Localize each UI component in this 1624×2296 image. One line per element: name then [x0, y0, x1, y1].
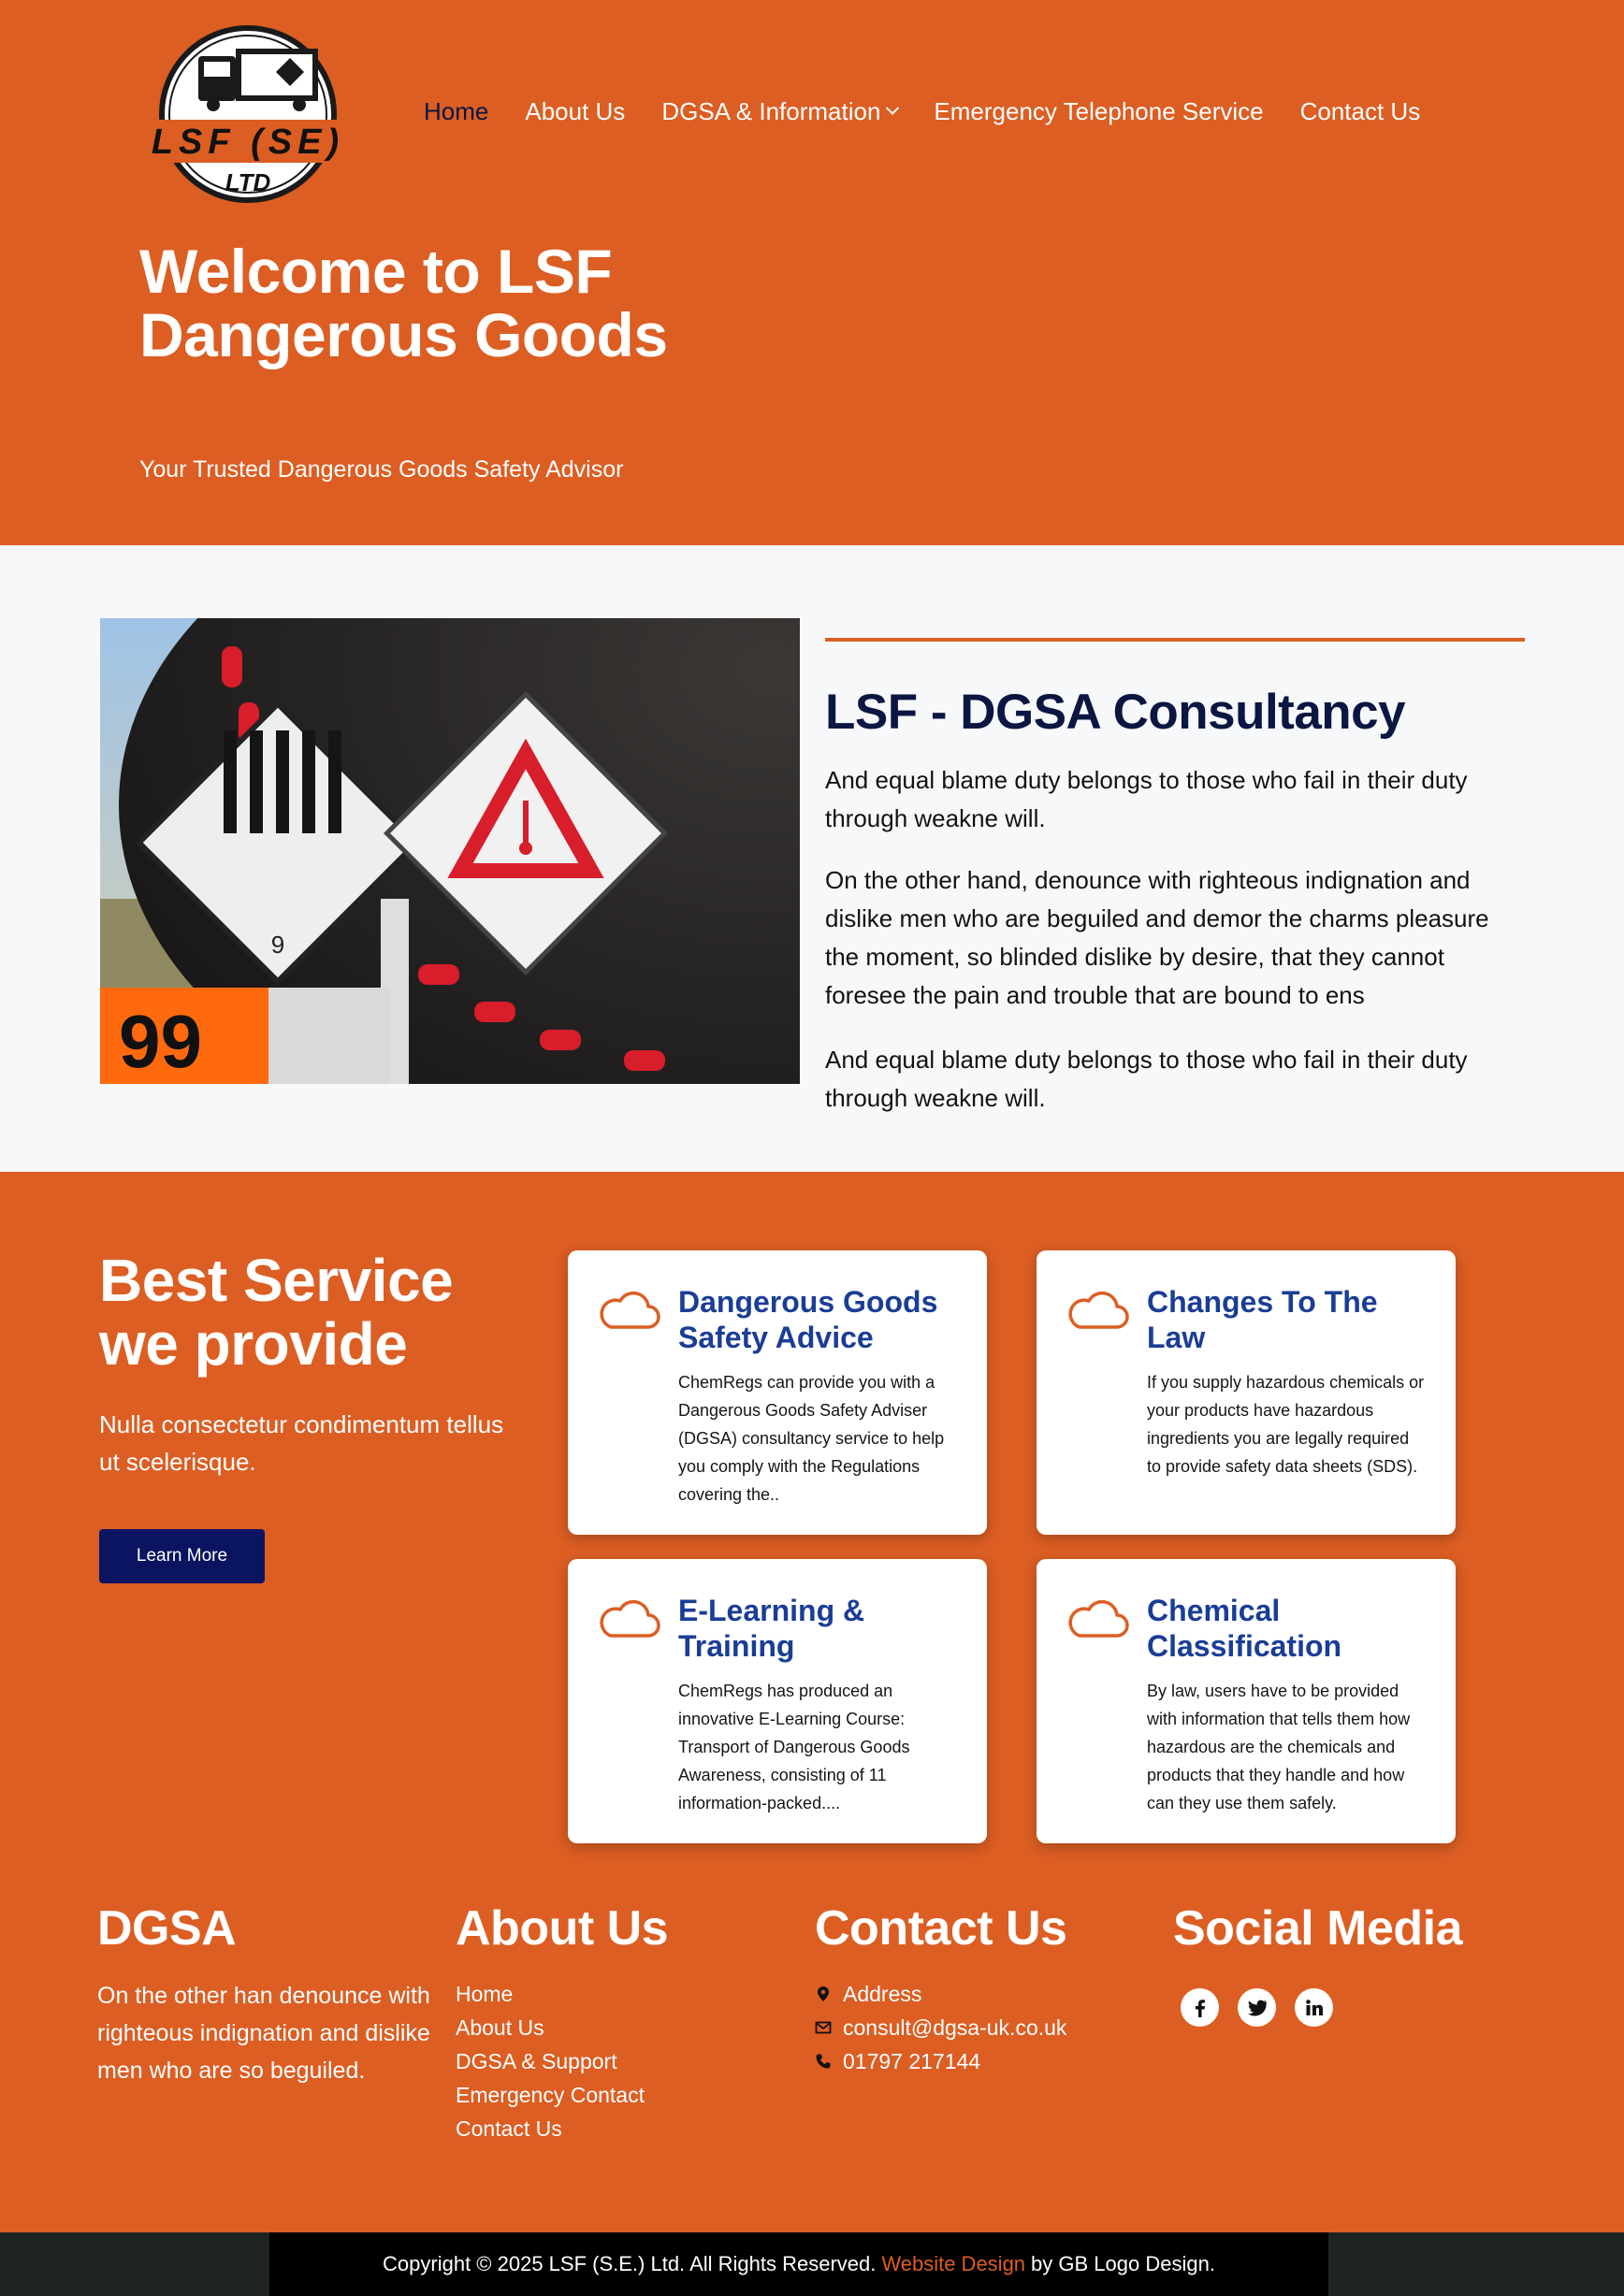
service-card-elearning[interactable]	[568, 1559, 987, 1843]
footer-contact-list	[815, 1977, 1066, 2078]
cloud-icon	[1066, 1596, 1130, 1641]
about-paragraph-2: On the other hand, denounce with righteous indignation and dislike men who are beguiled and demor the charms pleasure the moment, so blinded dislike by desire, that they cannot foresee the pain and trouble that are bound to ens	[825, 866, 1489, 1009]
footer-phone-text: 01797 217144	[843, 2049, 981, 2073]
copyright-inner	[269, 2232, 1328, 2296]
facebook-icon[interactable]	[1181, 1988, 1219, 2027]
main-nav	[424, 97, 1457, 126]
hero-subtitle: Your Trusted Dangerous Goods Safety Advisor	[139, 456, 624, 483]
service-card-title: Chemical Classification	[1147, 1594, 1342, 1663]
map-pin-icon	[815, 1986, 832, 2002]
service-card-text: ChemRegs can provide you with a Dangerous Goods Safety Adviser (DGSA) consultancy service to help you comply with the Regulations covering the..	[678, 1373, 945, 1504]
cloud-icon	[1066, 1288, 1130, 1333]
footer-link-about[interactable]: About Us	[456, 2015, 544, 2040]
footer-dgsa-heading: DGSA	[97, 1901, 237, 1956]
nav-home-label: Home	[424, 97, 489, 125]
placard-class-number: 9	[270, 931, 285, 959]
service-card-classification[interactable]	[1037, 1559, 1456, 1843]
learn-more-button[interactable]: Learn More	[99, 1529, 265, 1583]
service-card-text: By law, users have to be provided with information that tells them how hazardous are the chemicals and products that they handle and how can they use them safely.	[1147, 1682, 1411, 1812]
footer-link-contact[interactable]: Contact Us	[456, 2116, 562, 2141]
about-paragraph-1: And equal blame duty belongs to those who fail in their duty through weakne will.	[825, 766, 1468, 832]
about-section	[0, 545, 1624, 1172]
nav-home[interactable]	[424, 97, 488, 126]
footer-phone[interactable]	[815, 2044, 1066, 2078]
hazard-placards-image	[100, 618, 800, 1084]
service-card-title: Changes To The Law	[1147, 1285, 1378, 1354]
nav-dgsa-label: DGSA & Information	[661, 97, 881, 125]
about-paragraph-3: And equal blame duty belongs to those who fail in their duty through weakne will.	[825, 1046, 1468, 1112]
envelope-icon	[815, 2019, 832, 2036]
nav-emergency-telephone[interactable]	[934, 97, 1263, 126]
footer-contact-column	[815, 1900, 1066, 2078]
nav-dgsa-information[interactable]	[661, 97, 897, 126]
svg-text:LSF (SE): LSF (SE)	[151, 123, 345, 162]
nav-emergency-label: Emergency Telephone Service	[934, 97, 1264, 125]
footer-address-text: Address	[843, 1982, 922, 2006]
copyright-text: Copyright © 2025 LSF (S.E.) Ltd. All Rights Reserved.	[383, 2252, 877, 2275]
copyright-bar	[0, 2232, 1624, 2296]
footer-dgsa-text: On the other han denounce with righteous indignation and dislike men who are so beguiled.	[97, 1983, 430, 2084]
plate-number: 99	[119, 1000, 202, 1083]
service-card-safety-advice[interactable]	[568, 1250, 987, 1535]
hero-header	[0, 0, 1624, 545]
footer-link-dgsa-support[interactable]: DGSA & Support	[456, 2049, 617, 2073]
service-card-text: ChemRegs has produced an innovative E-Learning Course: Transport of Dangerous Goods Awareness, consisting of 11 information-packed....	[678, 1682, 910, 1812]
svg-text:LTD: LTD	[225, 168, 271, 196]
nav-about[interactable]	[525, 97, 625, 126]
about-title: LSF - DGSA Consultancy	[825, 685, 1406, 740]
service-card-title: E-Learning & Training	[678, 1594, 865, 1663]
footer-email[interactable]	[815, 2011, 1066, 2044]
footer-address[interactable]	[815, 1977, 1066, 2011]
footer-dgsa-column	[97, 1900, 434, 2089]
services-title: Best Service we provide	[99, 1247, 454, 1378]
website-design-link[interactable]: Website Design	[881, 2252, 1026, 2275]
nav-contact-label: Contact Us	[1299, 97, 1421, 125]
twitter-icon[interactable]	[1238, 1988, 1276, 2027]
copyright-credit: by GB Logo Design.	[1031, 2252, 1215, 2275]
company-logo[interactable]	[131, 21, 365, 208]
cloud-icon	[598, 1596, 661, 1641]
footer-about-links	[456, 1977, 668, 2145]
footer-email-text: consult@dgsa-uk.co.uk	[843, 2015, 1067, 2040]
linkedin-icon[interactable]	[1295, 1988, 1333, 2027]
service-card-title: Dangerous Goods Safety Advice	[678, 1285, 938, 1354]
footer-link-emergency-contact[interactable]: Emergency Contact	[456, 2083, 645, 2107]
footer-about-column	[456, 1900, 668, 2145]
nav-about-label: About Us	[525, 97, 626, 125]
hero-title: Welcome to LSF Dangerous Goods	[139, 237, 668, 369]
nav-contact[interactable]	[1300, 97, 1421, 126]
footer-link-home[interactable]: Home	[456, 1982, 514, 2006]
service-card-text: If you supply hazardous chemicals or your products have hazardous ingredients you are legally required to provide safety data sheets (SDS).	[1147, 1373, 1425, 1476]
services-subtitle: Nulla consectetur condimentum tellus ut scelerisque.	[99, 1410, 504, 1476]
service-card-changes-law[interactable]	[1037, 1250, 1456, 1535]
footer-about-heading: About Us	[456, 1901, 669, 1956]
footer-social-column	[1173, 1900, 1462, 2027]
footer-social-heading: Social Media	[1173, 1901, 1462, 1956]
about-divider	[825, 638, 1525, 642]
cloud-icon	[598, 1288, 661, 1333]
footer-contact-heading: Contact Us	[815, 1901, 1067, 1956]
chevron-down-icon	[886, 101, 899, 114]
social-icons	[1173, 1988, 1462, 2027]
phone-icon	[815, 2053, 832, 2070]
